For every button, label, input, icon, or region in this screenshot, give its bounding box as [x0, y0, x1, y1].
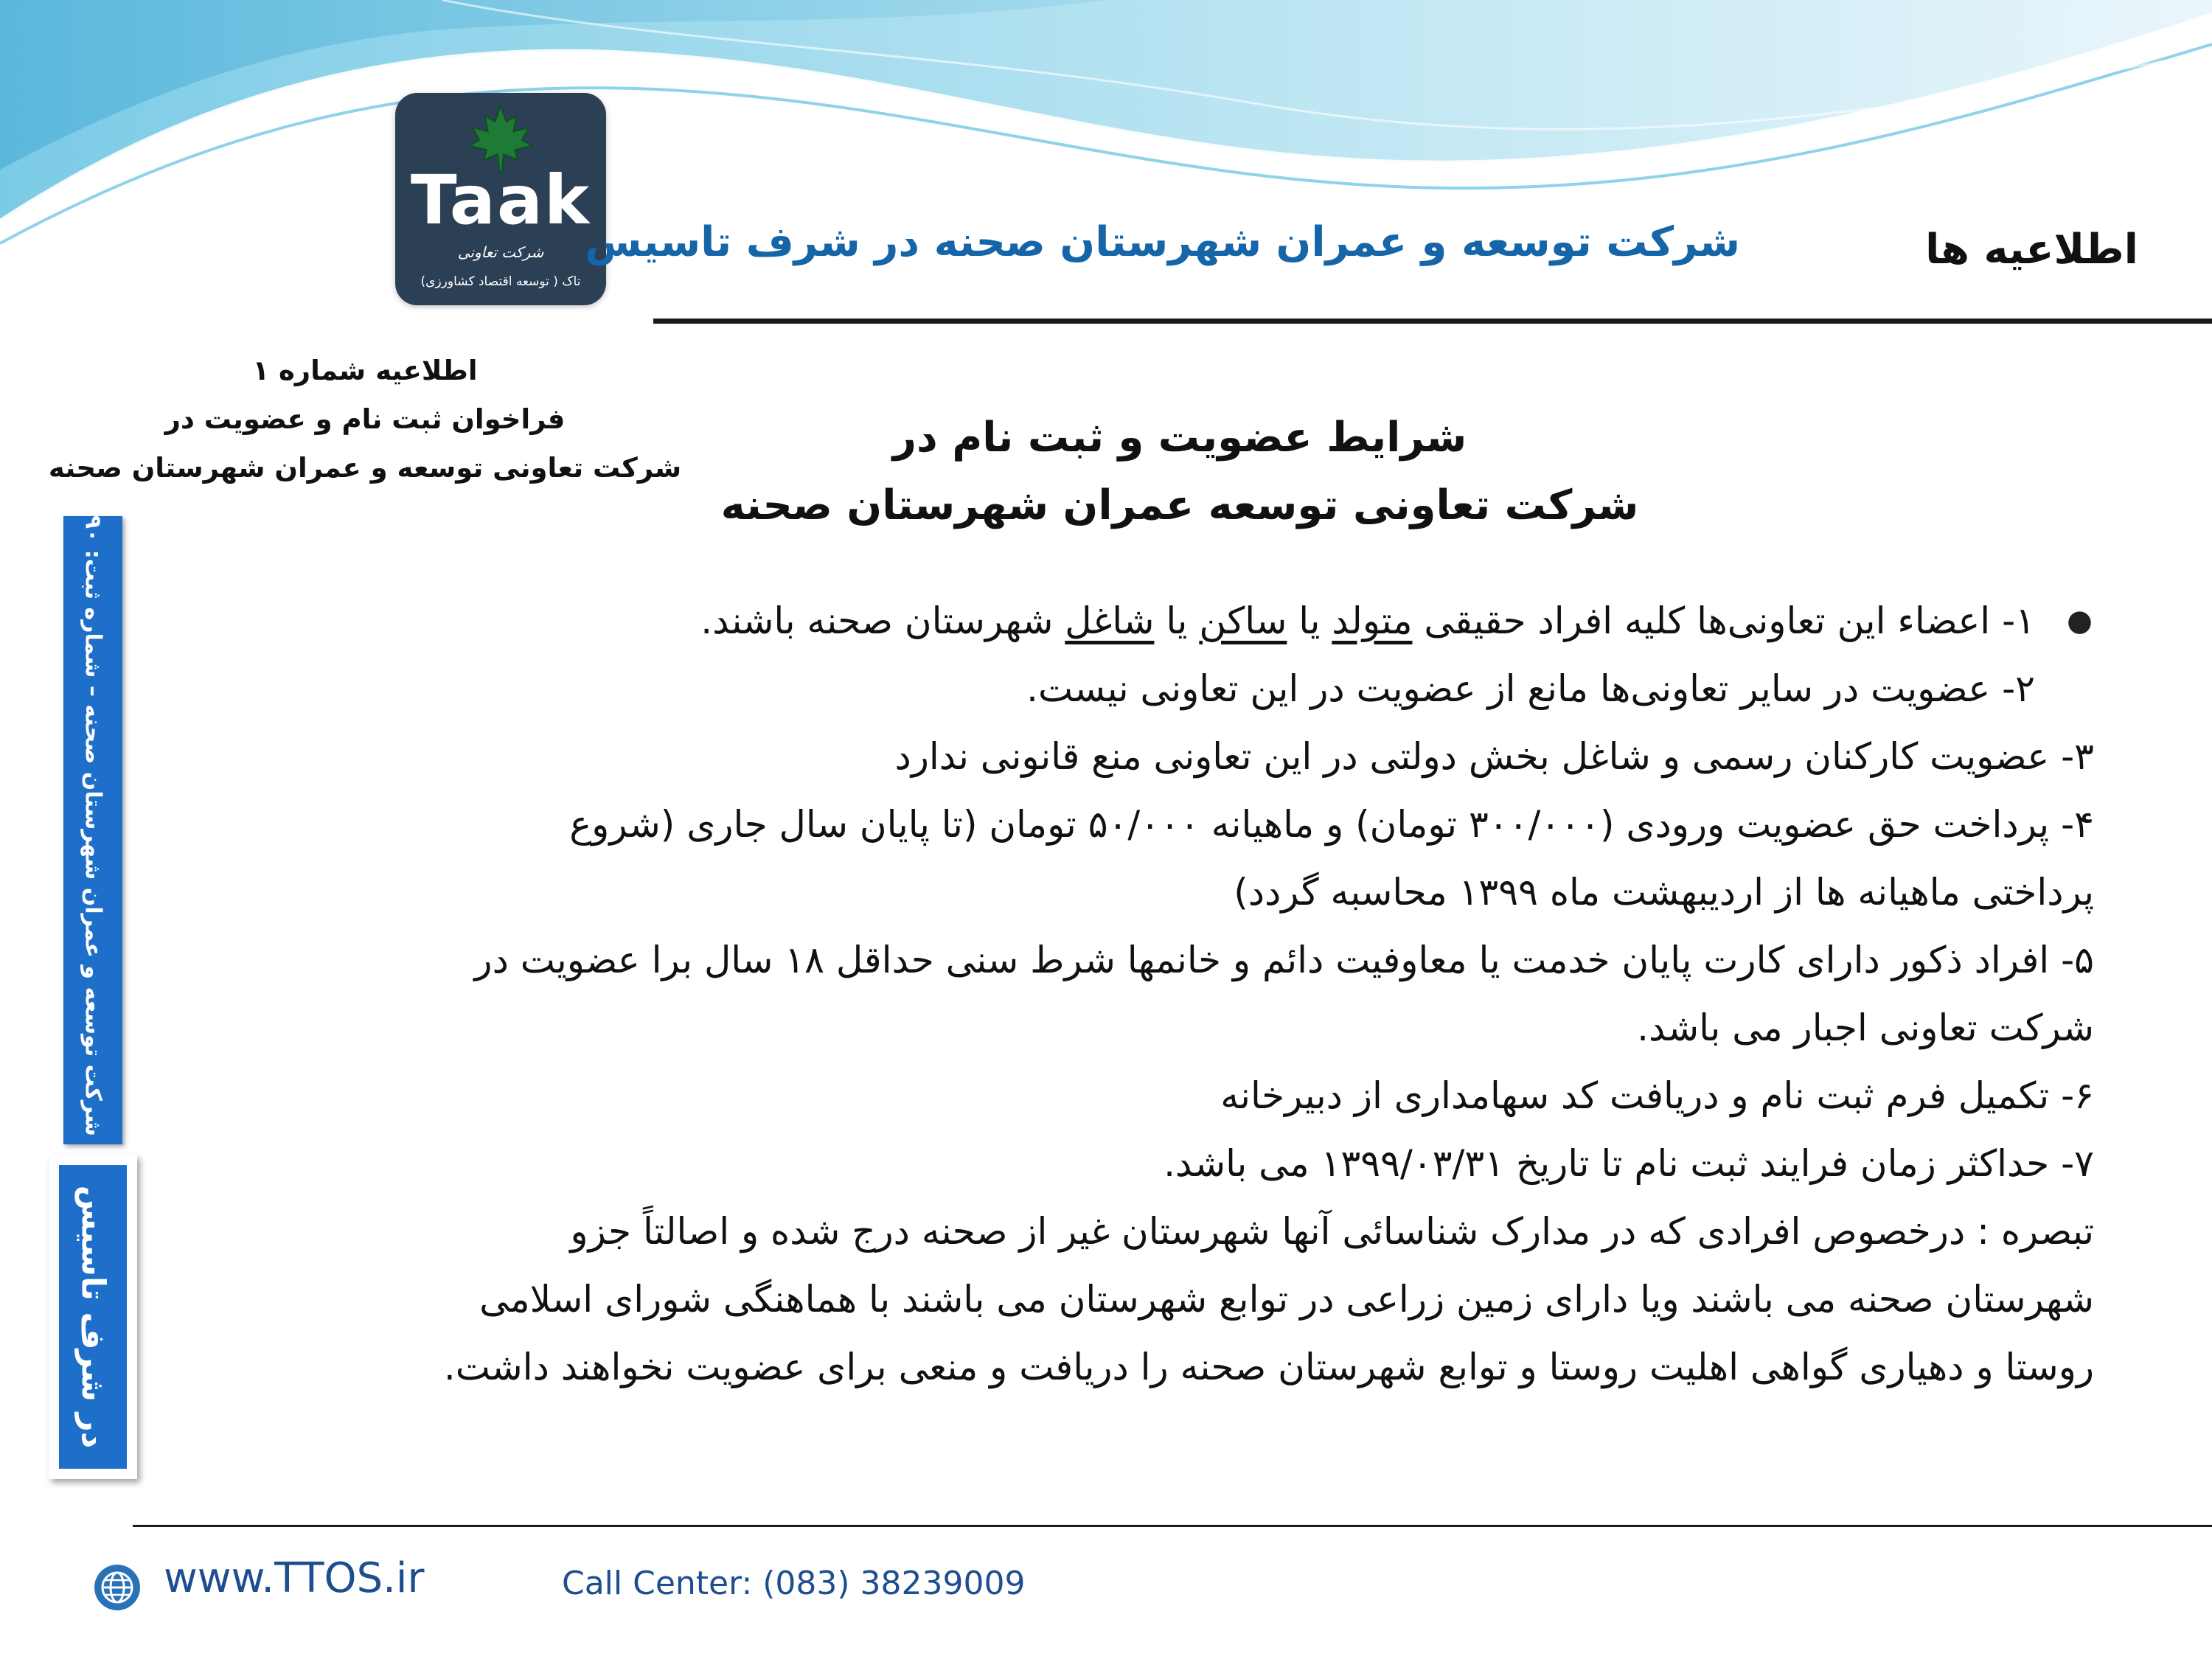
heading-line-1: شرایط عضویت و ثبت نام در: [892, 414, 1467, 462]
notice-company: شرکت تعاونی توسعه و عمران شهرستان صحنه: [48, 452, 682, 484]
condition-item-3: ۳- عضویت کارکنان رسمی و شاغل بخش دولتی در این تعاونی منع قانونی ندارد: [894, 735, 2094, 778]
underlined-word: متولد: [1332, 599, 1413, 642]
vertical-status-banner: [49, 1155, 137, 1479]
logo-tagline: تاک ( توسعه اقتصاد کشاورزی): [420, 274, 581, 289]
heading-line-2: شرکت تعاونی توسعه عمران شهرستان صحنه: [720, 481, 1639, 529]
condition-item-2: ۲- عضویت در سایر تعاونی‌ها مانع از عضویت در این تعاونی نیست.: [1026, 667, 2035, 710]
notice-number: اطلاعیه شماره ۱: [252, 355, 478, 386]
note-line-2: شهرستان صحنه می باشند ویا دارای زمین زراعی در توابع شهرستان می باشند با هماهنگی شورای اسلامی: [479, 1278, 2094, 1321]
page-title: شرکت توسعه و عمران شهرستان صحنه در شرف تاسیس: [585, 218, 1740, 266]
registration-text: شرکت توسعه و عمران شهرستان صحنه – شماره ثبت: ۸۰۹۰: [80, 488, 106, 1136]
condition-item-5-cont: شرکت تعاونی اجبار می باشد.: [1637, 1006, 2094, 1049]
bullet-icon: ●: [2067, 604, 2093, 638]
logo-subtitle: شرکت تعاونی: [457, 243, 544, 261]
condition-item-4: ۴- پرداخت حق عضویت ورودی (۳۰۰/۰۰۰ تومان) و ماهیانه ۵۰/۰۰۰ تومان (تا پایان سال جاری (شروع: [569, 803, 2094, 846]
note-line-3: روستا و دهیاری گواهی اهلیت روستا و توابع شهرستان صحنه را دریافت و منعی برای عضویت نخواهند داشت.: [443, 1346, 2094, 1388]
condition-item-6: ۶- تکمیل فرم ثبت نام و دریافت کد سهامداری از دبیرخانه: [1220, 1074, 2094, 1117]
note-line-1: تبصره : درخصوص افرادی که در مدارک شناسائی آنها شهرستان غیر از صحنه درج شده و اصالتاً جزو: [570, 1210, 2094, 1253]
conditions-list: [280, 587, 2094, 1401]
condition-item-4-cont: پرداختی ماهیانه ها از اردیبهشت ماه ۱۳۹۹ محاسبه گردد): [1234, 871, 2094, 914]
condition-item-7: ۷- حداکثر زمان فرایند ثبت نام تا تاریخ ۱۳۹۹/۰۳/۳۱ می باشد.: [1164, 1142, 2094, 1185]
notice-box: [44, 347, 686, 493]
call-center-number: Call Center: (083) 38239009: [562, 1565, 1026, 1602]
footer-divider: [133, 1525, 2212, 1527]
status-text: در شرف تاسیس: [74, 1185, 112, 1449]
notice-subject: فراخوان ثبت نام و عضویت در: [164, 403, 566, 435]
condition-item-5: ۵- افراد ذکور دارای کارت پایان خدمت یا معاوفیت دائم و خانمها شرط سنی حداقل ۱۸ سال برا عضویت در: [474, 939, 2094, 981]
underlined-word: شاغل: [1065, 599, 1155, 642]
status-banner-fill: [59, 1165, 127, 1469]
condition-item-1: ● ۱- اعضاء این تعاونی‌ها کلیه افراد حقیقی متولد یا ساکن یا شاغل شهرستان صحنه باشند.: [280, 587, 2094, 655]
vertical-registration-banner: [63, 488, 122, 1144]
website-link[interactable]: www.TTOS.ir: [164, 1554, 425, 1602]
logo-brand-text: Taak: [410, 161, 591, 240]
main-heading: [700, 404, 1659, 540]
section-label: اطلاعیه ها: [1925, 226, 2138, 274]
header-divider: [653, 319, 2212, 324]
company-logo: [395, 93, 606, 305]
globe-icon: [93, 1563, 142, 1612]
underlined-word: ساکن: [1199, 599, 1287, 642]
